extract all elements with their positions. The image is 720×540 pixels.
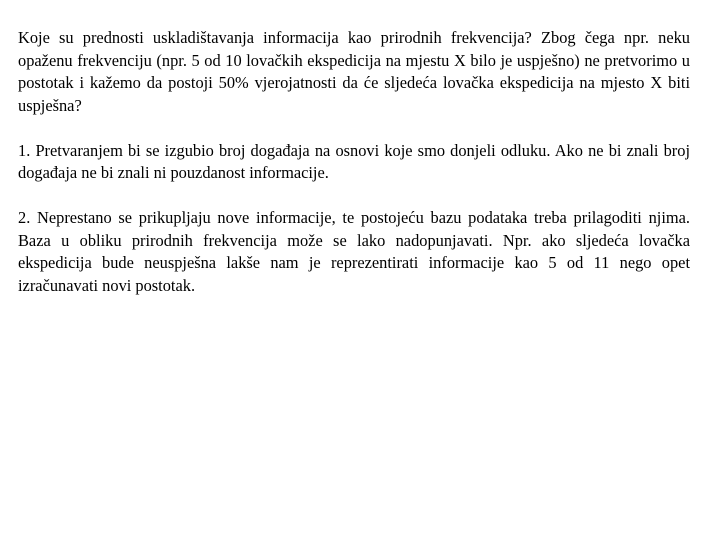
answer-paragraph-2: 2. Neprestano se prikupljaju nove informacije, te postojeću bazu podataka treba prilagoditi njima. Baza u obliku prirodnih frekvencija može se lako nadopunjavati. Npr. ako sljedeća lovačka ekspedicija bude neuspješna lakše nam je reprezentirati informacije kao 5 od 11 nego opet izračunavati novi postotak. [18,208,690,295]
document-body [18,27,690,320]
answer-paragraph-1: 1. Pretvaranjem bi se izgubio broj događaja na osnovi koje smo donjeli odluku. Ako ne bi znali broj događaja ne bi znali ni pouzdanost informacije. [18,140,690,182]
question-paragraph: Koje su prednosti uskladištavanja informacija kao prirodnih frekvencija? Zbog čega npr. neku opaženu frekvenciju (npr. 5 od 10 lovačkih ekspedicija na mjestu X bilo je uspješno) ne pretvorimo u postotak i kažemo da postoji 50% vjerojatnosti da će sljedeća lovačka ekspedicija na mjesto X biti uspješna? [18,28,690,115]
